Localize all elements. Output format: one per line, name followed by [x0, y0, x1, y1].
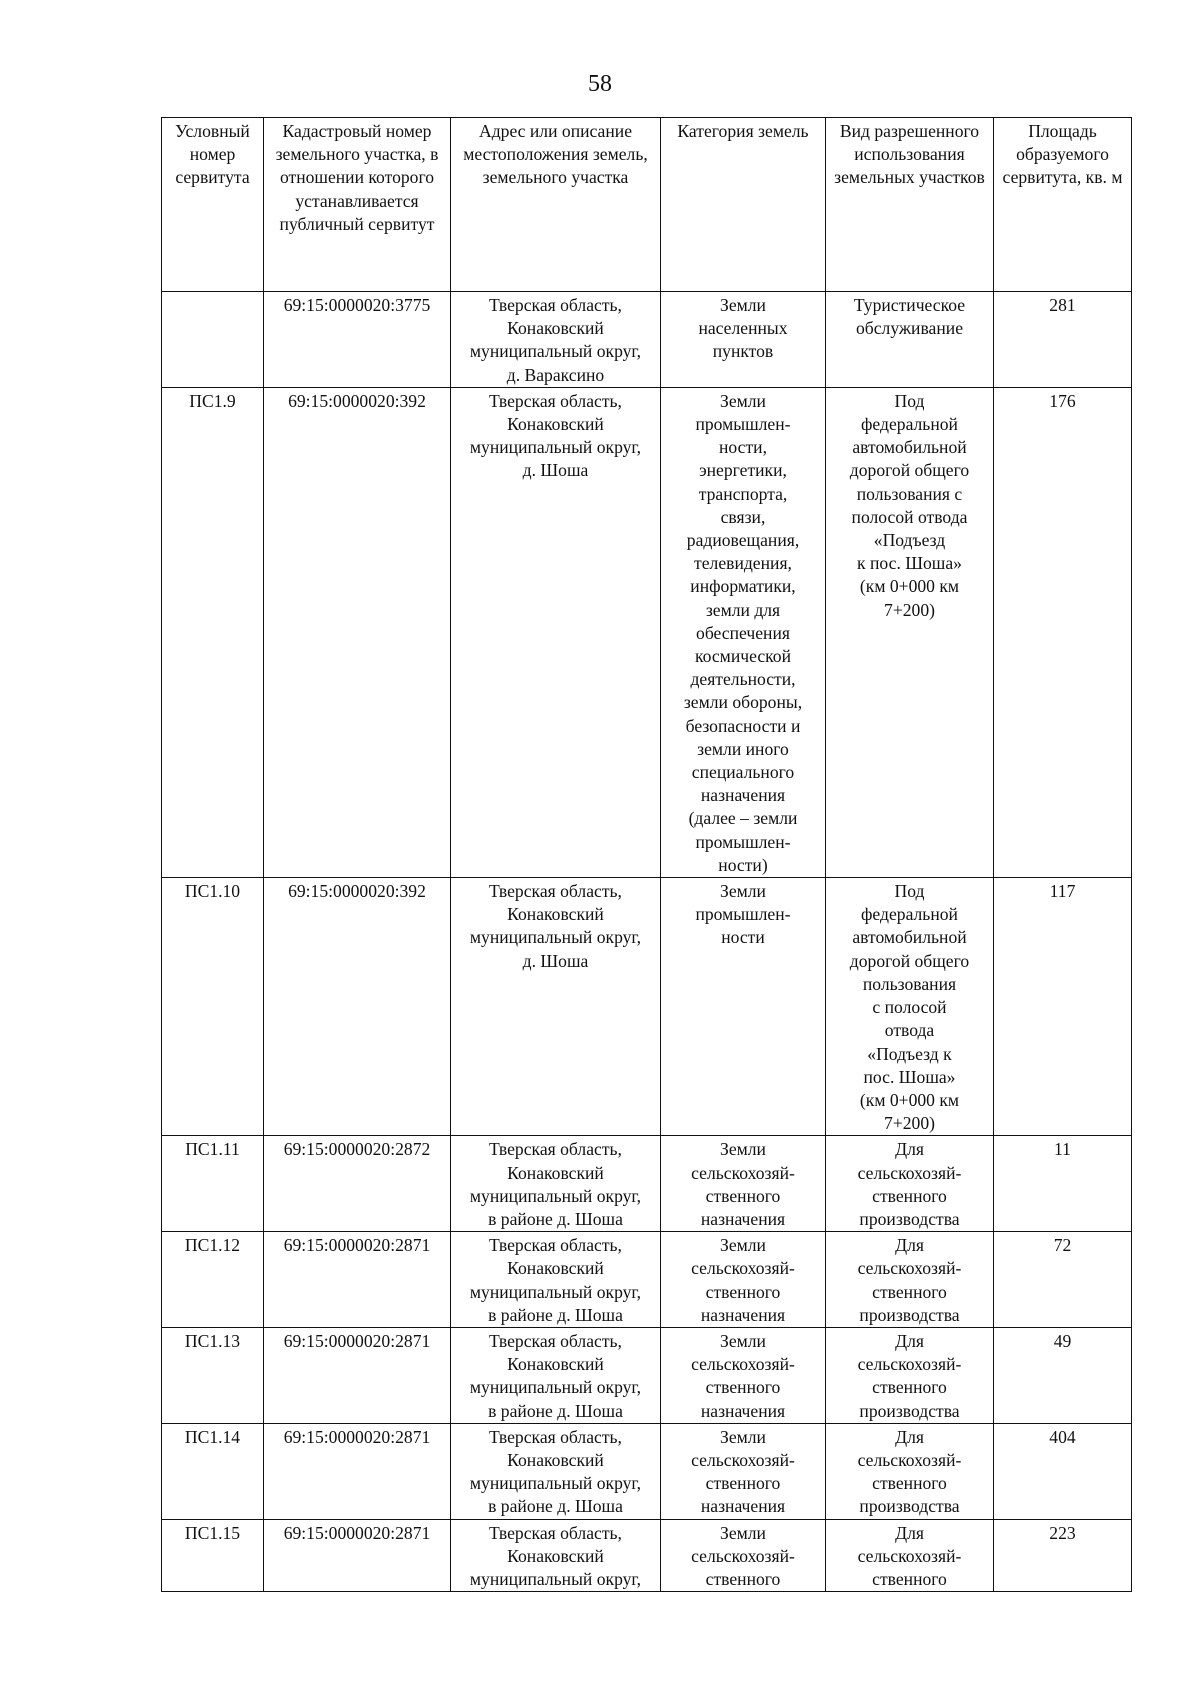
- header-servitude-number: Условный номер сервитута: [162, 118, 264, 292]
- table-row: [162, 1327, 1132, 1423]
- cell-servitude-number: ПС1.14: [162, 1423, 264, 1519]
- cell-cadastral-number: 69:15:0000020:3775: [264, 292, 451, 388]
- cell-cadastral-number: 69:15:0000020:2871: [264, 1327, 451, 1423]
- cell-address: Тверская область, Конаковский муниципальный округ, в районе д. Шоша: [451, 1327, 661, 1423]
- cell-servitude-number: ПС1.11: [162, 1136, 264, 1232]
- header-cadastral-number: Кадастровый номер земельного участка, в отношении которого устанавливается публичный сервитут: [264, 118, 451, 292]
- cell-address: Тверская область, Конаковский муниципальный округ, в районе д. Шоша: [451, 1136, 661, 1232]
- table-row: [162, 292, 1132, 388]
- cell-area: 117: [994, 878, 1132, 1136]
- cell-land-category: Земли сельскохозяй- ственного назначения: [661, 1423, 826, 1519]
- cell-servitude-number: ПС1.9: [162, 387, 264, 877]
- cell-address: Тверская область, Конаковский муниципальный округ, д. Шоша: [451, 878, 661, 1136]
- cell-permitted-use: Для сельскохозяй- ственного производства: [826, 1232, 994, 1328]
- table-header-row: [162, 118, 1132, 292]
- cell-permitted-use: Для сельскохозяй- ственного производства: [826, 1136, 994, 1232]
- cell-address: Тверская область, Конаковский муниципальный округ, д. Шоша: [451, 387, 661, 877]
- cell-area: 176: [994, 387, 1132, 877]
- cell-cadastral-number: 69:15:0000020:2871: [264, 1519, 451, 1592]
- cell-permitted-use: Для сельскохозяй- ственного производства: [826, 1423, 994, 1519]
- cell-land-category: Земли сельскохозяй- ственного назначения: [661, 1232, 826, 1328]
- cell-servitude-number: [162, 292, 264, 388]
- header-address: Адрес или описание местоположения земель, земельного участка: [451, 118, 661, 292]
- cell-area: 404: [994, 1423, 1132, 1519]
- table-row: [162, 1519, 1132, 1592]
- servitude-table: [161, 117, 1132, 1592]
- cell-land-category: Земли промышлен- ности, энергетики, транспорта, связи, радиовещания, телевидения, информатики, земли для обеспечения космической деятельности, земли обороны, безопасности и земли иного специального назначения (далее – земли промышлен- ности): [661, 387, 826, 877]
- cell-area: 49: [994, 1327, 1132, 1423]
- cell-cadastral-number: 69:15:0000020:2872: [264, 1136, 451, 1232]
- cell-land-category: Земли сельскохозяй- ственного: [661, 1519, 826, 1592]
- cell-land-category: Земли сельскохозяй- ственного назначения: [661, 1136, 826, 1232]
- cell-area: 11: [994, 1136, 1132, 1232]
- cell-permitted-use: Под федеральной автомобильной дорогой общего пользования с полосой отвода «Подъезд к пос. Шоша» (км 0+000 км 7+200): [826, 878, 994, 1136]
- cell-address: Тверская область, Конаковский муниципальный округ, в районе д. Шоша: [451, 1423, 661, 1519]
- cell-address: Тверская область, Конаковский муниципальный округ, д. Вараксино: [451, 292, 661, 388]
- table-row: [162, 878, 1132, 1136]
- header-area: Площадь образуемого сервитута, кв. м: [994, 118, 1132, 292]
- cell-area: 72: [994, 1232, 1132, 1328]
- header-permitted-use: Вид разрешенного использования земельных участков: [826, 118, 994, 292]
- table-row: [162, 1136, 1132, 1232]
- cell-servitude-number: ПС1.10: [162, 878, 264, 1136]
- cell-servitude-number: ПС1.13: [162, 1327, 264, 1423]
- cell-land-category: Земли промышлен- ности: [661, 878, 826, 1136]
- cell-cadastral-number: 69:15:0000020:2871: [264, 1232, 451, 1328]
- cell-land-category: Земли сельскохозяй- ственного назначения: [661, 1327, 826, 1423]
- cell-address: Тверская область, Конаковский муниципальный округ,: [451, 1519, 661, 1592]
- cell-permitted-use: Для сельскохозяй- ственного производства: [826, 1327, 994, 1423]
- table-row: [162, 1423, 1132, 1519]
- table-row: [162, 1232, 1132, 1328]
- cell-cadastral-number: 69:15:0000020:392: [264, 387, 451, 877]
- cell-area: 281: [994, 292, 1132, 388]
- cell-servitude-number: ПС1.12: [162, 1232, 264, 1328]
- cell-cadastral-number: 69:15:0000020:392: [264, 878, 451, 1136]
- cell-servitude-number: ПС1.15: [162, 1519, 264, 1592]
- cell-permitted-use: Под федеральной автомобильной дорогой общего пользования с полосой отвода «Подъезд к пос. Шоша» (км 0+000 км 7+200): [826, 387, 994, 877]
- cell-permitted-use: Туристическое обслуживание: [826, 292, 994, 388]
- table-row: [162, 387, 1132, 877]
- header-land-category: Категория земель: [661, 118, 826, 292]
- cell-area: 223: [994, 1519, 1132, 1592]
- cell-cadastral-number: 69:15:0000020:2871: [264, 1423, 451, 1519]
- cell-land-category: Земли населенных пунктов: [661, 292, 826, 388]
- page-number: 58: [588, 71, 612, 97]
- cell-address: Тверская область, Конаковский муниципальный округ, в районе д. Шоша: [451, 1232, 661, 1328]
- cell-permitted-use: Для сельскохозяй- ственного: [826, 1519, 994, 1592]
